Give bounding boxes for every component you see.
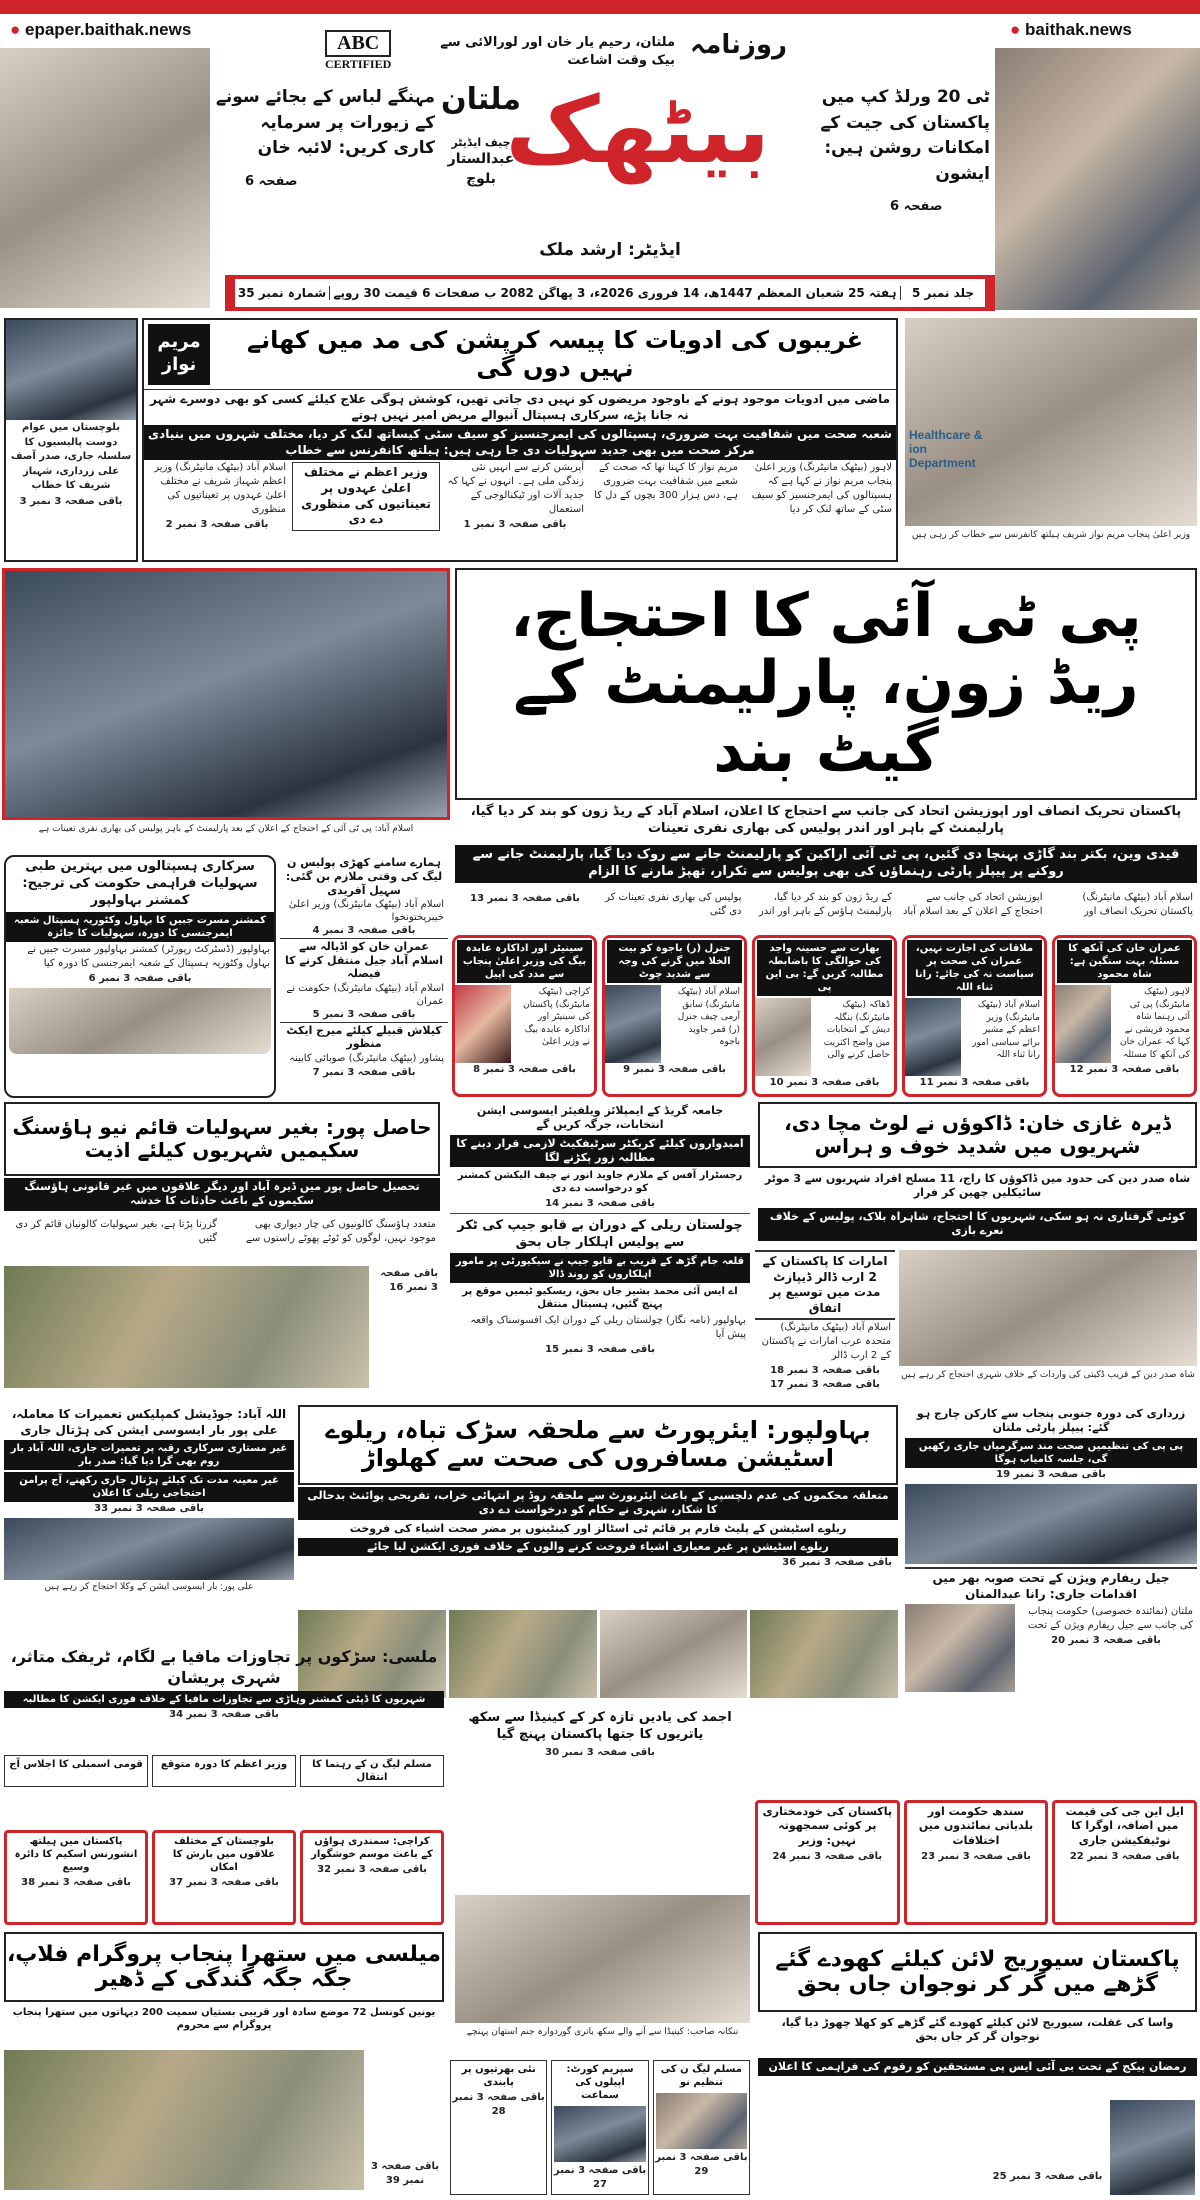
continuation: باقی صفحہ 3 نمبر 18 <box>770 1365 880 1377</box>
abc-sub: CERTIFIED <box>325 57 392 71</box>
jeep-accident-body: بہاولپور (نامہ نگار) چولستان ریلی کے دوران ایک افسوسناک واقعہ پیش آیا <box>470 1315 746 1341</box>
pm-body: اسلام آباد (بیٹھک مانیٹرنگ) وزیر اعظم شہباز شریف نے مختلف اعلیٰ عہدوں پر تعیناتیوں کی منظوری <box>154 462 286 516</box>
mailsi-encroachment-story[interactable] <box>4 1645 444 1721</box>
sikh-yatri-headline: اجمد کی یادیں تازہ کر کے کینیڈا سے سکھ یاتریوں کا جتھا پاکستان پہنچ گیا <box>468 1710 732 1742</box>
left-news-column <box>4 318 138 562</box>
road-photo <box>750 1610 898 1698</box>
sikh-yatri-photo <box>455 1895 750 2023</box>
right-teaser-page: صفحہ 6 <box>890 199 943 214</box>
lawyers-photo <box>4 1518 294 1580</box>
continuation: باقی صفحہ 3 نمبر 28 <box>452 2092 545 2117</box>
red-box-headline: بلوچستان کے مختلف علاقوں میں بارش کا امکان <box>172 1836 276 1873</box>
body-col: آپریشن کرنے سے انہیں نئی زندگی ملی ہے۔ انہوں نے کہا کہ جدید آلات اور ٹیکنالوجی کے استعمال <box>447 462 584 516</box>
uae-story[interactable] <box>755 1250 895 1391</box>
continuation: باقی صفحہ 3 نمبر 12 <box>1069 1064 1180 1075</box>
maryam-story[interactable] <box>142 318 898 562</box>
red-box-body: اسلام آباد (بیٹھک مانیٹرنگ) سابق آرمی چیف جنرل (ر) قمر جاوید باجوہ <box>677 987 740 1048</box>
encroachment-headline: ملسی: سڑکوں پر تجاوزات مافیا بے لگام، ٹریفک متاثر، شہری پریشان <box>10 1647 438 1687</box>
continuation: باقی صفحہ 3 نمبر 20 <box>1051 1635 1161 1647</box>
continuation: باقی صفحہ 3 نمبر 25 <box>992 2171 1103 2182</box>
bahawalpur-headline: بہاولپور: ایئرپورٹ سے ملحقہ سڑک تباہ، ریلوے اسٹیشن مسافروں کی صحت سے کھلواڑ <box>325 1416 871 1472</box>
continuation: باقی صفحہ 3 نمبر 32 <box>317 1864 427 1875</box>
dg-khan-black: کوئی گرفتاری نہ ہو سکی، شہریوں کا احتجاج، شاہراہ بلاک، پولیس کے خلاف نعرے بازی <box>758 1208 1197 1241</box>
allahabad-story[interactable] <box>4 1405 294 1594</box>
photo-caption: شاہ صدر دین کے قریب ڈکیتی کی واردات کے خلاف شہری احتجاج کر رہے ہیں <box>901 1370 1195 1380</box>
left-url[interactable] <box>10 20 191 40</box>
person-photo <box>554 2106 645 2162</box>
hospital-visit-photo <box>9 988 271 1054</box>
hasilpur-body: متعدد ہاؤسنگ کالونیوں کی چار دیواری بھی موجود نہیں، لوگوں کو ٹوٹے پھوٹے راستوں سے گزرنا پڑتا ہے، بغیر سہولیات کالونیاں قائم کر دی گئیں <box>15 1219 436 1244</box>
railway-stall-photo <box>600 1610 748 1698</box>
bahawalpur-deck2: ریلوے اسٹیشن پر غیر معیاری اشیاء فروخت کرنے والوں کے خلاف فوری ایکشن لیا جائے <box>298 1538 898 1556</box>
manhole-photo <box>4 1266 369 1388</box>
red-box-story[interactable] <box>4 1830 148 1925</box>
continuation: باقی صفحہ 3 نمبر 9 <box>623 1064 726 1075</box>
continuation: باقی صفحہ 3 نمبر 39 <box>370 2161 440 2186</box>
sewerage-headline: پاکستان سیوریج لائن کیلئے کھودے گئے گڑھے میں گر کر نوجوان جاں بحق <box>775 1946 1180 1997</box>
hasilpur-story[interactable] <box>4 1102 440 1176</box>
person-photo <box>1055 985 1111 1063</box>
continuation: باقی صفحہ 3 نمبر 38 <box>21 1877 131 1888</box>
main-deck: پاکستان تحریک انصاف اور اپوزیشن اتحاد کی جانب سے احتجاج کا اعلان، اسلام آباد کے ریڈ زون کو بند کر دیا گیا، پارلیمنٹ کے باہر اور اندر پولیس کی بھاری نفری تعینات <box>470 804 1182 836</box>
maryam-deck: ماضی میں ادویات موجود ہونے کے باوجود مریضوں کو نہیں دی جاتی تھیں، کوشش ہوگی علاج کیلئے کسی کو بھی دوسرے شہر نہ جانا پڑے، سرکاری ہسپتال آنیوالے مریض امیر نہیں ہوتے <box>149 392 891 422</box>
person-photo <box>755 998 811 1076</box>
main-body: اسلام آباد (بیٹھک مانیٹرنگ) پاکستان تحریک انصاف اور اپوزیشن اتحاد کی جانب سے احتجاج کے اعلان کے بعد اسلام آباد کے ریڈ زون کو بند کر دیا گیا، پارلیمنٹ ہاؤس کے باہر اور اندر پولیس کی بھاری نفری تعینات کر دی گئی <box>605 892 1193 917</box>
small-story[interactable] <box>280 939 448 1023</box>
red-box-row <box>452 935 1197 1097</box>
red-box-story[interactable] <box>904 1800 1049 1925</box>
red-box-story[interactable] <box>300 1830 444 1925</box>
red-box-story[interactable] <box>602 935 747 1097</box>
person-photo <box>905 998 961 1076</box>
uae-headline: امارات کا پاکستان کے 2 ارب ڈالر ڈیپازٹ مدت میں توسیع پر اتفاق <box>755 1250 895 1320</box>
continuation: باقی صفحہ 3 نمبر 1 <box>463 519 567 531</box>
continuation: باقی صفحہ 3 نمبر 23 <box>921 1850 1031 1862</box>
red-box-story[interactable] <box>452 935 597 1097</box>
chief-editor <box>440 135 522 190</box>
bahawalpur-story[interactable] <box>298 1405 898 1485</box>
continuation: باقی صفحہ 3 نمبر 34 <box>169 1708 279 1720</box>
left-teaser-text: مہنگے لباس کے بجائے سونے کے زیورات پر سرمایہ کاری کریں: لائبہ خان <box>215 87 435 158</box>
globe-icon: ● <box>10 20 21 39</box>
continuation: باقی صفحہ 3 نمبر 15 <box>545 1344 655 1356</box>
maryam-podium-photo <box>905 318 1197 526</box>
sikh-yatri-story[interactable] <box>450 1708 750 1759</box>
dg-khan-deck: شاہ صدر دین کی حدود میں ڈاکوؤں کا راج، 11 مسلح افراد شہریوں سے 3 موٹر سائیکلیں چھین کر فرار <box>764 1172 1191 1200</box>
maryam-label: مریم نواز <box>148 324 210 385</box>
box-headline: سرکاری ہسپتالوں میں بہترین طبی سہولیات فراہمی حکومت کی ترجیح: کمشنر بہاولپور <box>22 859 258 908</box>
small-story[interactable] <box>280 1023 448 1080</box>
photo-caption: علی پور: بار ایسوسی ایشن کے وکلا احتجاج کر رہے ہیں <box>44 1581 254 1592</box>
left-red-boxes <box>4 1830 444 1925</box>
abc-certified-badge <box>325 30 391 72</box>
dg-khan-story[interactable] <box>758 1102 1197 1168</box>
sewerage-black: رمضان پیکج کے تحت بی آئی ایس پی مستحقین کو رقوم کی فراہمی کا اعلان <box>758 2058 1197 2076</box>
small-headlines <box>4 1755 444 1787</box>
red-box-headline: عمران خان کی آنکھ کا مسئلہ بہت سنگین ہے: شاہ محمود <box>1057 940 1192 983</box>
association-deck: رجسٹرار آفس کے ملازم جاوید انور نے چیف الیکشن کمشنر کو درخواست دے دی <box>457 1170 743 1195</box>
continuation: باقی صفحہ 3 نمبر 16 <box>380 1268 438 1293</box>
publication-line: ملتان، رحیم یار خان اور لورالائی سے بیک وقت اشاعت <box>440 35 675 69</box>
allahabad-headline: اللہ آباد: جوڈیشل کمپلیکس تعمیرات کا معاملہ، علی پور بار ایسوسی ایشن کی ہڑتال جاری <box>11 1407 287 1437</box>
left-teaser[interactable] <box>215 85 435 189</box>
red-box-story[interactable] <box>1052 1800 1197 1925</box>
continuation: باقی صفحہ 3 نمبر 27 <box>553 2165 647 2190</box>
small-story[interactable] <box>551 2060 648 2195</box>
volume-number: جلد نمبر 5 <box>900 286 985 300</box>
association-black: امیدواروں کیلئے کریکٹر سرٹیفکیٹ لازمی قرار دینے کا مطالبہ زور پکڑنے لگا <box>450 1135 750 1168</box>
red-box-story[interactable] <box>152 1830 296 1925</box>
jeep-accident-black: قلعہ جام گڑھ کے قریب بے قابو جیپ نے سیکیورٹی پر مامور اہلکاروں کو روند ڈالا <box>450 1253 750 1283</box>
photo-caption: ننکانہ صاحب: کینیڈا سے آنے والے سکھ یاتری گوردوارہ جنم استھان پہنچے <box>466 2027 739 2037</box>
photo-caption: اسلام آباد: پی ٹی آئی کے احتجاج کے اعلان کے بعد پارلیمنٹ کے باہر پولیس کی بھاری نفری تعینات ہے <box>38 824 414 834</box>
continuation: باقی صفحہ 3 نمبر 24 <box>772 1850 883 1862</box>
red-box-headline: پاکستان کی خودمختاری پر کوئی سمجھوتہ نہیں: وزیر <box>762 1805 892 1847</box>
small-headline: کیلاش قبیلے کیلئے میرج ایکٹ منظور <box>286 1023 442 1051</box>
left-teaser-page: صفحہ 6 <box>245 173 298 189</box>
abc-label: ABC <box>325 30 391 57</box>
maryam-black-deck: شعبہ صحت میں شفافیت بہت ضروری، ہسپتالوں کی ایمرجنسیز کو سیف سٹی کیساتھ لنک کر دیا، مختلف شہروں میں بنیادی مرکز صحت میں بھی جدید سہولیات دی جا رہی ہیں: ہیلتھ کانفرنس سے خطاب <box>144 425 896 460</box>
continuation: باقی صفحہ 3 نمبر 11 <box>919 1077 1030 1088</box>
red-box-story[interactable] <box>755 1800 900 1925</box>
red-box-story[interactable] <box>752 935 897 1097</box>
small-story[interactable] <box>280 855 448 939</box>
editor-name: ایڈیٹر: ارشد ملک <box>539 240 681 260</box>
main-story[interactable] <box>455 568 1197 800</box>
continuation: باقی صفحہ 3 نمبر 30 <box>545 1746 655 1758</box>
bahawalpur-deck: ریلوے اسٹیشن کے پلیٹ فارم پر قائم ٹی اسٹالز اور کینٹینوں پر مضر صحت اشیاء کی فروخت <box>349 1521 847 1535</box>
sewerage-deck: واسا کی غفلت، سیوریج لائن کیلئے کھودے گئے گڑھے کو کھلا چھوڑ دیا گیا، نوجوان گر کر جاں بحق <box>781 2016 1174 2044</box>
small-body: پشاور (بیٹھک مانیٹرنگ) صوبائی کابینہ <box>289 1053 444 1064</box>
ppp-meeting-photo <box>905 1484 1197 1564</box>
small-headline[interactable]: قومی اسمبلی کا اجلاس آج <box>4 1755 148 1787</box>
date-bar <box>225 275 995 311</box>
right-teaser-text: ٹی 20 ورلڈ کپ میں پاکستان کی جیت کے امکانات روشن ہیں: ایشون <box>820 87 990 184</box>
dateline: ہفتہ 25 شعبان المعظم 1447ھ، 14 فروری 2026ء، 3 پھاگن 2082 ب صفحات 6 قیمت 30 روپے <box>333 286 897 300</box>
protest-photo <box>899 1250 1197 1366</box>
cleanliness-deck: یونین کونسل 72 موضع سادہ اور قریبی بستیاں سمیت 200 دیہاتوں میں ستھرا پنجاب پروگرام سے محروم <box>12 2007 436 2031</box>
continuation: باقی صفحہ 3 نمبر 33 <box>94 1503 204 1515</box>
small-story[interactable] <box>450 2060 547 2195</box>
jail-headline: جیل ریفارم ویژن کے تحت صوبہ بھر میں اقدامات جاری: رانا عبدالمنان <box>905 1567 1197 1604</box>
continuation: باقی صفحہ 3 نمبر 5 <box>312 1009 416 1020</box>
chief-editor-label: چیف ایڈیٹر <box>451 136 511 149</box>
box-body: بہاولپور (ڈسٹرکٹ رپورٹر) کمشنر بہاولپور مسرت جبیں نے بہاول وکٹوریہ ہسپتال کے شعبہ ایمرجنسی کا دورہ کیا <box>27 943 270 969</box>
body-col: مریم نواز کا کہنا تھا کہ صحت کے شعبے میں شفافیت بہت ضروری ہے، دس ہزار 300 بچوں کے دل کا <box>594 462 738 502</box>
ppp-black: پی پی کی تنظیمیں صحت مند سرگرمیاں جاری رکھیں گی، جلسہ کامیاب ہوگا <box>905 1438 1197 1468</box>
small-body: اسلام آباد (بیٹھک مانیٹرنگ) وزیر اعلیٰ خیبرپختونخوا <box>288 899 444 923</box>
small-stories <box>280 855 448 1098</box>
left-url-text: epaper.baithak.news <box>25 20 192 39</box>
victim-photo <box>1110 2100 1195 2195</box>
right-teaser[interactable] <box>780 85 990 214</box>
small-headline: نئی بھرتیوں پر پابندی <box>461 2064 536 2088</box>
right-red-boxes <box>755 1800 1197 1925</box>
small-headline: ہمارے سامنے کھڑی پولیس ن لیگ کی وقتی ملازم بن گئی: سہیل آفریدی <box>285 856 443 897</box>
bottom-small-stories <box>450 2060 750 2195</box>
garbage-photo <box>4 2050 364 2190</box>
red-box-body: لاہور (بیٹھک مانیٹرنگ) پی ٹی آئی رہنما شاہ محمود قریشی نے کہا کہ عمران خان کی آنکھ کا مسئلہ <box>1119 987 1190 1060</box>
red-box-body: ڈھاکہ (بیٹھک مانیٹرنگ) بنگلہ دیش کے انتخابات میں واضح اکثریت حاصل کرنے والی <box>823 1000 890 1061</box>
right-teaser-photo <box>995 48 1200 310</box>
masthead-title: بیٹھک <box>505 77 770 184</box>
top-red-bar <box>0 0 1200 14</box>
association-headline[interactable]: جامعہ گریڈ کے ایمپلائز ویلفیئر ایسوسی ایشن انتخابات، جرگہ کریں گے <box>476 1104 724 1132</box>
jeep-accident-deck: اے ایس آئی محمد بشیر جاں بحق، ریسکیو ٹیمیں موقع پر پہنچ گئیں، ہسپتال منتقل <box>462 1286 738 1311</box>
red-box-headline: کراچی: سمندری ہواؤں کے باعث موسم خوشگوار <box>311 1836 433 1860</box>
continuation: باقی صفحہ 3 نمبر 10 <box>769 1077 880 1088</box>
ppp-story[interactable] <box>905 1405 1197 1692</box>
red-box-headline: جنرل (ر) باجوہ کو بیت الخلا میں گرنے کی وجہ سے شدید چوٹ <box>607 940 742 983</box>
sewerage-story[interactable] <box>758 1932 1197 2012</box>
small-headline[interactable]: مسلم لیگ ن کے رہنما کا انتقال <box>300 1755 444 1787</box>
uae-body: اسلام آباد (بیٹھک مانیٹرنگ) متحدہ عرب امارات نے پاکستان کے 2 ارب ڈالر <box>761 1322 891 1362</box>
person-photo <box>656 2093 747 2149</box>
continuation: باقی صفحہ 3 نمبر 8 <box>473 1064 576 1075</box>
bahawalpur-decks <box>298 1487 898 1570</box>
red-box-story[interactable] <box>1052 935 1197 1097</box>
maryam-headline: غریبوں کی ادویات کا پیسہ کرپشن کی مد میں کھانے نہیں دوں گی <box>247 325 863 382</box>
red-box-body: اسلام آباد (بیٹھک مانیٹرنگ) وزیر اعظم کے مشیر برائے سیاسی امور رانا ثناء اللہ <box>972 1000 1040 1061</box>
allahabad-black: غیر معینہ مدت تک کیلئے ہڑتال جاری رکھنے، آج پرامن احتجاجی ریلی کا اعلان <box>4 1472 294 1502</box>
continuation: باقی صفحہ 3 نمبر 19 <box>996 1468 1106 1480</box>
jeep-accident-headline[interactable]: چولستان ریلی کے دوران بے قابو جیپ کی ٹکر سے پولیس اہلکار جاں بحق <box>457 1217 743 1250</box>
small-headline[interactable]: وزیر اعظم کا دورہ متوقع <box>152 1755 296 1787</box>
continuation: باقی صفحہ 3 نمبر 4 <box>312 925 416 937</box>
police-parliament-photo <box>2 568 450 820</box>
chief-editor-name: عبدالستار بلوچ <box>447 151 515 187</box>
ppp-headline: زرداری کی دورہ جنوبی پنجاب سے کارکن چارج ہو گئے: پیپلز پارٹی ملتان <box>916 1407 1186 1435</box>
red-box-body: کراچی (بیٹھک مانیٹرنگ) پاکستان کی سینیٹر اور اداکارہ عابدہ بیگ نے وزیر اعلیٰ <box>522 987 590 1048</box>
red-box-story[interactable] <box>902 935 1047 1097</box>
red-box-headline: سندھ حکومت اور بلدیاتی نمائندوں میں اختلافات <box>918 1805 1034 1847</box>
mailsi-cleanliness-story[interactable] <box>4 1932 444 2002</box>
hasilpur-headline: حاصل پور: بغیر سہولیات قائم نیو ہاؤسنگ سکیمیں شہریوں کیلئے اذیت <box>12 1115 432 1162</box>
daily-label: روزنامہ <box>690 30 787 60</box>
road-photo <box>449 1610 597 1698</box>
allahabad-black: غیر مستاری سرکاری رقبہ پر تعمیرات جاری، اللہ آباد بار روم بھی گرا دیا گیا: صدر بار <box>4 1440 294 1470</box>
continuation: باقی صفحہ 3 نمبر 22 <box>1069 1850 1180 1862</box>
red-box-headline: بھارت سے حسینہ واجد کی حوالگی کا باضابطہ مطالبہ کریں گے: بی این پی <box>757 940 892 996</box>
red-box-headline: پاکستان میں ہیلتھ انشورنس اسکیم کا دائرہ وسیع <box>14 1836 138 1873</box>
main-body-row <box>455 890 1197 920</box>
person-photo <box>905 1604 1015 1692</box>
small-headline: عمران خان کو اڈیالہ سے اسلام آباد جیل منتقل کرنے کا فیصلہ <box>285 939 443 981</box>
person-photo <box>605 985 661 1063</box>
continuation: باقی صفحہ 3 نمبر 7 <box>312 1066 416 1078</box>
red-box-headline: سینیٹر اور اداکارہ عابدہ بیگ کی وزیر اعلیٰ پنجاب سے مدد کی اپیل <box>457 940 592 983</box>
right-url[interactable] <box>1010 20 1132 40</box>
continuation: باقی صفحہ 3 نمبر 36 <box>782 1557 892 1569</box>
continuation: باقی صفحہ 3 نمبر 37 <box>169 1877 279 1888</box>
photo-caption: وزیر اعلیٰ پنجاب مریم نواز شریف ہیلتھ کانفرنس سے خطاب کر رہی ہیں <box>911 530 1191 540</box>
box-black: کمشنر مسرت جبیں کا بہاول وکٹوریہ ہسپتال شعبہ ایمرجنسی کا دورہ، سہولیات کا جائزہ <box>6 912 274 942</box>
continuation: باقی صفحہ 3 نمبر 29 <box>655 2152 748 2177</box>
main-headline: پی ٹی آئی کا احتجاج، ریڈ زون، پارلیمنٹ کے گیٹ بند <box>510 581 1142 786</box>
red-box-headline: ملاقات کی اجازت نہیں، عمران کی صحت پر سیاست نہ کی جائے: رانا ثناء اللہ <box>907 940 1042 996</box>
bahawalpur-black: متعلقہ محکموں کی عدم دلچسپی کے باعث ایئرپورٹ سے ملحقہ روڈ پر انتہائی خراب، تفریحی پوائنٹ بدحالی کا شکار، شہری نے حکام کو درخواست دے دی <box>298 1487 898 1520</box>
photo-banner-text: Healthcare & ion Department <box>909 428 983 470</box>
small-story[interactable] <box>653 2060 750 2195</box>
zardari-photo <box>6 320 136 420</box>
left-teaser-photo <box>0 48 210 308</box>
main-black-deck: قیدی وین، بکتر بند گاڑی پہنچا دی گئیں، پی ٹی آئی اراکین کو پارلیمنٹ جانے سے روک دیا گیا، پارلیمنٹ جانے سے روکنے پر پیپلز پارٹی رہنماؤں کی بھی پولیس سے تکرار، تھپڑ مارنے کا الزام <box>455 845 1197 883</box>
middle-column <box>450 1102 750 1397</box>
small-body: اسلام آباد (بیٹھک مانیٹرنگ) حکومت نے عمران <box>286 983 444 1007</box>
small-headline: مسلم لیگ ن کی تنظیم نو <box>660 2064 742 2088</box>
small-headline: سپریم کورٹ: اپیلوں کی سماعت <box>566 2064 634 2101</box>
left-caption: بلوچستان میں عوام دوست پالیسیوں کا سلسلہ جاری، صدر آصف علی زرداری، شہباز شریف کا خطاب <box>10 422 132 491</box>
continuation: باقی صفحہ 3 نمبر 3 <box>19 495 123 507</box>
city-label: ملتان <box>441 82 521 117</box>
continuation: باقی صفحہ 3 نمبر 2 <box>165 519 269 531</box>
red-box-headline: ایل این جی کی قیمت میں اضافہ، اوگرا کا نوٹیفکیشن جاری <box>1065 1805 1184 1847</box>
right-url-text: baithak.news <box>1025 20 1132 39</box>
continuation: باقی صفحہ 3 نمبر 14 <box>545 1198 655 1210</box>
person-photo <box>455 985 511 1063</box>
continuation: باقی صفحہ 3 نمبر 6 <box>88 972 192 984</box>
encroachment-black: شہریوں کا ڈپٹی کمشنر وہاڑی سے تجاوزات مافیا کے خلاف فوری ایکشن کا مطالبہ <box>4 1691 444 1708</box>
globe-icon: ● <box>1010 20 1021 39</box>
pm-headline: وزیر اعظم نے مختلف اعلیٰ عہدوں پر تعیناتیوں کی منظوری دے دی <box>301 465 431 527</box>
continuation: باقی صفحہ 3 نمبر 13 <box>470 893 580 904</box>
continuation: باقی صفحہ 3 نمبر 17 <box>770 1378 880 1390</box>
jail-body: ملتان (نمائندہ خصوصی) حکومت پنجاب کی جانب سے جیل ریفارم ویژن کے تحت <box>1027 1606 1193 1632</box>
body-col: لاہور (بیٹھک مانیٹرنگ) وزیر اعلیٰ پنجاب مریم نواز نے کہا ہے کہ ہسپتالوں کی ایمرجنسیز کو سیف سٹی کے ساتھ لنک کر دیا <box>751 462 892 516</box>
hasilpur-black: تحصیل حاصل پور میں ڈیرہ آباد اور دیگر علاقوں میں غیر قانونی ہاؤسنگ سکیموں کے باعث حادثات کا خدشہ <box>4 1178 440 1211</box>
issue-number: شمارہ نمبر 35 <box>235 286 330 300</box>
dg-khan-headline: ڈیرہ غازی خان: ڈاکوؤں نے لوٹ مچا دی، شہریوں میں شدید خوف و ہراس <box>784 1111 1171 1158</box>
commissioner-box[interactable] <box>4 855 276 1098</box>
cleanliness-headline: میلسی میں ستھرا پنجاب پروگرام فلاپ، جگہ جگہ گندگی کے ڈھیر <box>6 1941 442 1992</box>
